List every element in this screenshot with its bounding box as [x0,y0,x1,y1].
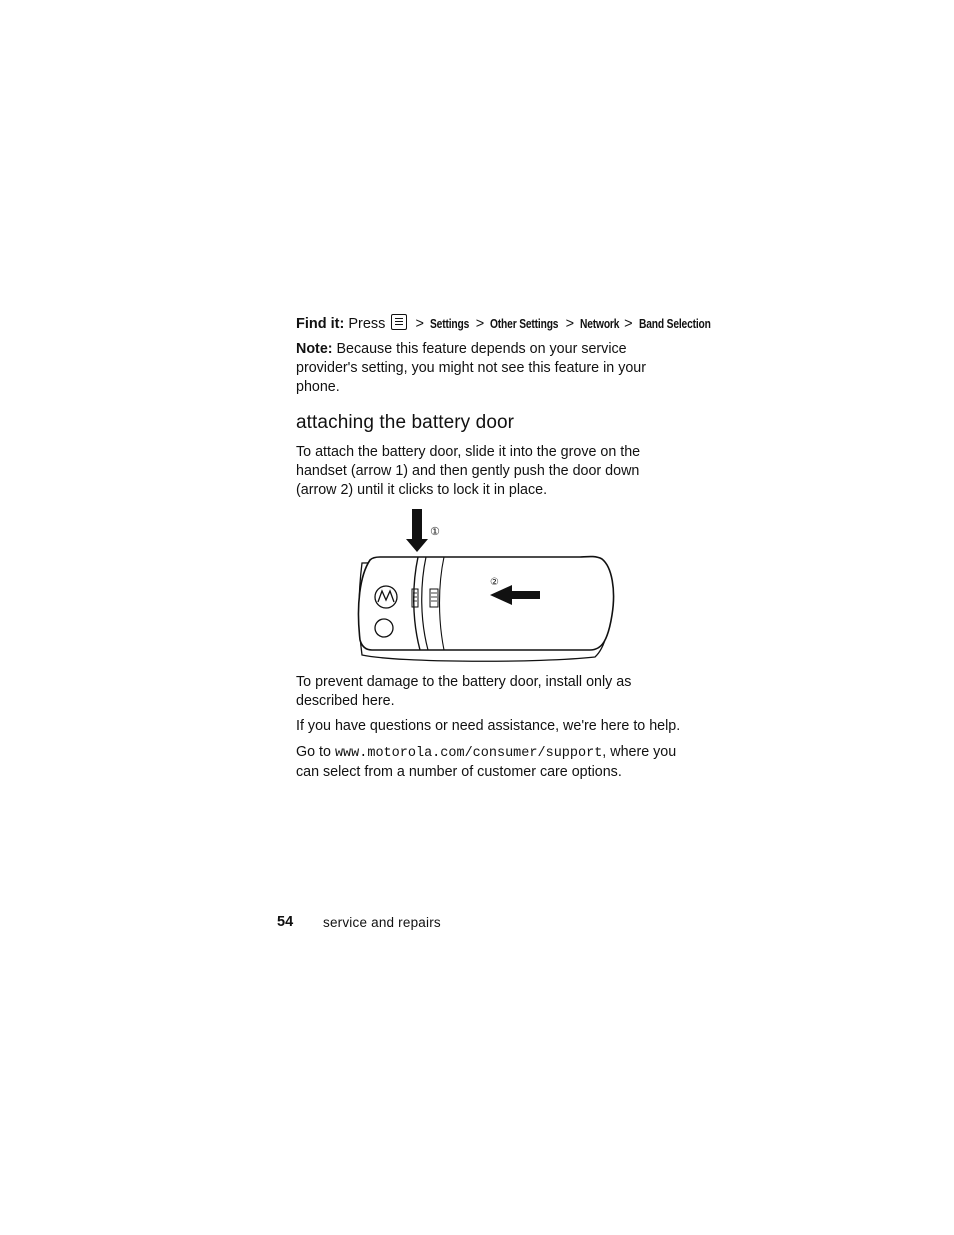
footer-section-title: service and repairs [323,915,441,930]
path-separator: > [565,316,575,332]
battery-door-figure [340,505,630,665]
section-heading: attaching the battery door [296,412,515,433]
find-it-line [296,314,716,334]
note-label: Note: [296,341,333,357]
callout-2: ② [490,577,499,588]
path-separator: > [475,316,485,332]
path-item-settings: Settings [430,317,470,331]
path-separator: > [415,316,424,332]
note-paragraph [296,340,681,397]
phone-body [358,557,613,651]
callout-1: ① [430,525,440,538]
support-url-link[interactable]: www.motorola.com/consumer/support [334,746,603,761]
find-it-label: Find it: [296,316,345,332]
path-item-network: Network [580,317,620,331]
note-text: Because this feature depends on your service provider's setting, you might not see this feature in your phone. [296,341,647,395]
path-item-other-settings: Other Settings [490,317,559,331]
goto-suffix: , where you can select from a number of customer care options. [296,744,677,780]
menu-key-icon [391,314,407,330]
prevent-damage-paragraph: To prevent damage to the battery door, install only as described here. [296,674,632,709]
section-intro: To attach the battery door, slide it into the grove on the handset (arrow 1) and then gently push the door down (arrow 2) until it clicks to lock it in place. [296,444,641,498]
goto-prefix: Go to [296,744,331,760]
arrow-1-down-icon [406,509,428,552]
questions-paragraph: If you have questions or need assistance, we're here to help. [296,718,681,734]
goto-paragraph [296,743,681,782]
path-item-band-selection: Band Selection [638,317,711,331]
find-it-press: Press [348,316,386,332]
path-separator: > [624,316,633,332]
page-number: 54 [277,914,294,930]
